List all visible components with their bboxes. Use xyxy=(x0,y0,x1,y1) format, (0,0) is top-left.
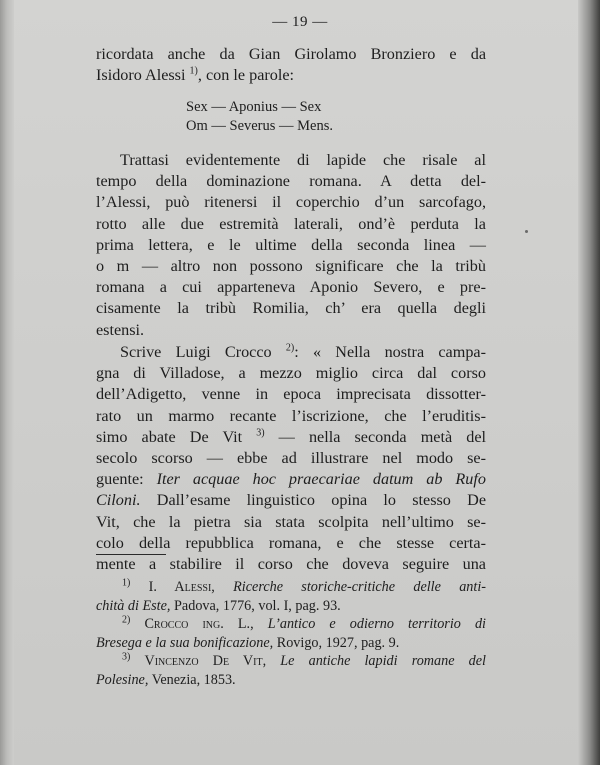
text-line: romana a cui apparteneva Aponio Severo, e pre- xyxy=(96,278,486,297)
footnote-3-cont: Polesine, Venezia, 1853. xyxy=(96,671,236,688)
footnote-1: $^{1)}$ I. Alessi, Ricerche storiche-critiche delle anti- xyxy=(122,577,486,595)
text-line: rato un marmo recante l’iscrizione, che l’eruditis- xyxy=(96,406,486,425)
text-line: rotto alle due estremità laterali, ond’è perduta la xyxy=(96,214,486,233)
footnote-2: $^{2)}$ Crocco ing. L., L’antico e odierno territorio di xyxy=(122,614,486,633)
footnote-ref-3[interactable]: 3) xyxy=(256,427,265,439)
paper-speck xyxy=(525,230,528,233)
footnote-2-cont: Bresega e la sua bonificazione, Rovigo, 1927, pag. 9. xyxy=(96,634,400,651)
text-line: estensi. xyxy=(96,320,145,339)
text-line: Trattasi evidentemente di lapide che risale al xyxy=(120,151,486,169)
footnotes xyxy=(96,578,486,690)
text-line: Ciloni. Dall’esame linguistico opina lo stesso De xyxy=(96,491,486,510)
text-line: mente a stabilire il corso che doveva seguire una xyxy=(96,555,486,574)
text-line: o m — altro non possono significare che la tribù xyxy=(96,257,486,276)
page-gutter-shadow xyxy=(0,0,14,765)
text-line: secolo scorso — ebbe ad illustrare nel modo se- xyxy=(96,449,486,468)
text-line: Vit, che la pietra sia stata scolpita nell’ultimo se- xyxy=(96,512,486,531)
text-line: tempo della dominazione romana. A detta del- xyxy=(96,172,486,191)
text-line: cisamente la tribù Romilia, ch’ era quella degli xyxy=(96,299,486,318)
inscription-line-1: Sex — Aponius — Sex xyxy=(186,99,322,115)
text-line: ricordata anche da Gian Girolamo Bronziero e da xyxy=(96,45,486,63)
text-line: simo abate De Vit $^{3)}$ — nella seconda metà del xyxy=(96,427,487,446)
text-line: l’Alessi, può ritenersi il coperchio d’un sarcofago, xyxy=(96,193,486,212)
inscription-line-2: Om — Severus — Mens. xyxy=(186,118,334,134)
paragraph-2 xyxy=(96,342,486,575)
text-line: prima lettera, e le ultime della seconda linea — xyxy=(96,235,486,254)
text-line: colo della repubblica romana, e che stesse certa- xyxy=(96,533,486,552)
page-number: — 19 — xyxy=(272,14,328,30)
footnote-1-cont: chità di Este, Padova, 1776, vol. I, pag. 93. xyxy=(96,597,341,614)
footnote-rule xyxy=(96,554,166,555)
footnote-ref-2[interactable]: 2) xyxy=(285,342,295,354)
footnote-ref-1[interactable]: 1) xyxy=(189,65,198,77)
paragraph-1 xyxy=(96,150,486,341)
page-edge-shadow xyxy=(578,0,600,765)
text-line: Isidoro Alessi $^{1)}$, con le parole: xyxy=(96,65,295,85)
inscription-quote xyxy=(186,98,333,136)
opening-lines xyxy=(96,44,486,86)
text-line: guente: Iter acquae hoc praecariae datum ab Rufo xyxy=(96,470,486,489)
text-line: gna di Villadose, a mezzo miglio circa dal corso xyxy=(96,364,486,383)
text-line: Scrive Luigi Crocco $^{2)}$: « Nella nostra campa- xyxy=(120,342,486,361)
text-line: dell’Adigetto, venne in epoca imprecisata dissotter- xyxy=(96,385,486,404)
footnote-3: $^{3)}$ Vincenzo De Vit, Le antiche lapidi romane del xyxy=(122,651,486,670)
